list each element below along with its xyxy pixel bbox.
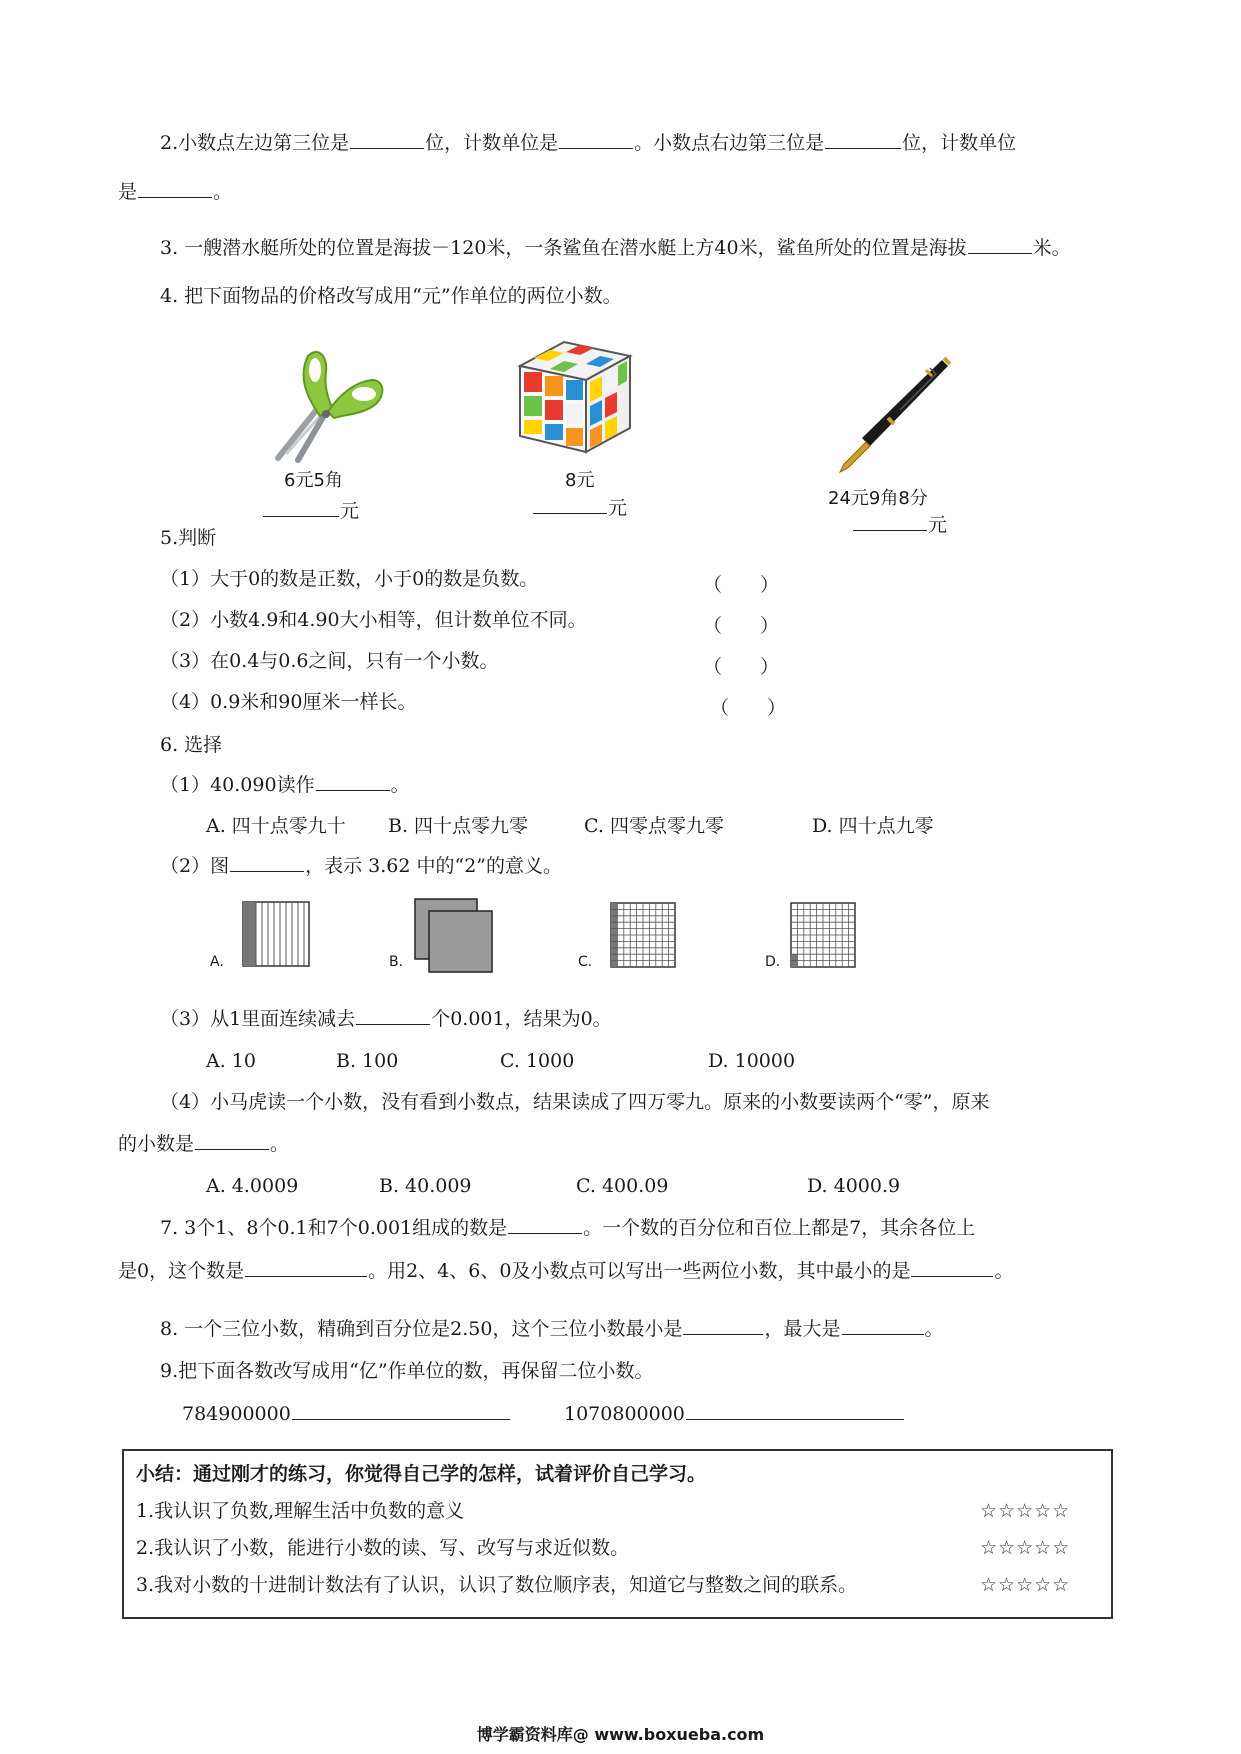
q8-text: 。 [924, 1318, 944, 1340]
summary-title: 小结：通过刚才的练习，你觉得自己学的怎样，试着评价自己学习。 [136, 1463, 707, 1485]
answer-paren[interactable]: （ ） [703, 656, 780, 678]
figure-label: B. [389, 954, 404, 970]
answer-blank[interactable] [138, 196, 212, 198]
q4-answer-2 [532, 499, 627, 518]
figure-label: A. [210, 954, 224, 970]
answer-blank[interactable] [195, 1148, 269, 1150]
number-text: 1070800000 [564, 1403, 685, 1425]
rating-stars[interactable]: ☆☆☆☆☆ [980, 1574, 1071, 1596]
q7-text: 。用2、4、6、0及小数点可以写出一些两位小数，其中最小的是 [368, 1260, 911, 1282]
q7-text: 是0，这个数是 [118, 1260, 245, 1282]
answer-blank[interactable] [350, 147, 424, 149]
q7-text: 7. 3个1、8个0.1和7个0.001组成的数是 [160, 1217, 508, 1239]
answer-blank[interactable] [559, 147, 633, 149]
q2-text: 。 [213, 181, 233, 203]
q5-title: 5.判断 [160, 527, 217, 549]
option[interactable]: D. 4000.9 [807, 1175, 901, 1197]
unit-label: 元 [608, 497, 628, 519]
q8-text: ，最大是 [764, 1318, 841, 1340]
answer-blank[interactable] [842, 1333, 924, 1335]
judge-item: （4）0.9米和90厘米一样长。 [160, 691, 417, 713]
q8-text: 8. 一个三位小数，精确到百分位是2.50，这个三位小数最小是 [160, 1318, 683, 1340]
answer-blank[interactable] [911, 1275, 993, 1277]
q9-item-1 [182, 1405, 511, 1424]
q4-answer-3 [852, 516, 947, 535]
q6-title: 6. 选择 [160, 734, 223, 756]
stem-text: 。 [390, 774, 410, 796]
stem-text: 个0.001，结果为0。 [431, 1008, 612, 1030]
option[interactable]: A. 4.0009 [206, 1175, 299, 1197]
answer-blank[interactable] [230, 870, 304, 872]
rating-stars[interactable]: ☆☆☆☆☆ [980, 1537, 1071, 1559]
q4-answer-1 [262, 502, 359, 521]
figure-d-hundredths-grid[interactable] [790, 902, 856, 968]
answer-paren[interactable]: （ ） [710, 697, 787, 719]
judge-item: （1）大于0的数是正数，小于0的数是负数。 [160, 568, 539, 590]
answer-blank[interactable] [683, 1333, 763, 1335]
q2-text: 2.小数点左边第三位是 [160, 132, 350, 154]
q2-text: 位，计数单位是 [425, 132, 559, 154]
q4-title: 4. 把下面物品的价格改写成用“元”作单位的两位小数。 [160, 285, 622, 307]
stem-text: 。 [270, 1133, 290, 1155]
answer-blank[interactable] [263, 515, 339, 517]
figure-label: C. [578, 954, 593, 970]
answer-blank[interactable] [825, 147, 901, 149]
q7-line1 [160, 1219, 975, 1238]
q7-text: 。一个数的百分位和百位上都是7，其余各位上 [583, 1217, 976, 1239]
answer-paren[interactable]: （ ） [703, 574, 780, 596]
number-text: 784900000 [182, 1403, 291, 1425]
answer-blank[interactable] [968, 252, 1032, 254]
figure-a-tenths-grid[interactable] [242, 901, 310, 967]
answer-blank[interactable] [356, 1023, 430, 1025]
judge-item: （3）在0.4与0.6之间，只有一个小数。 [160, 650, 499, 672]
option[interactable]: B. 40.009 [379, 1175, 472, 1197]
answer-blank[interactable] [245, 1275, 367, 1277]
unit-label: 元 [928, 514, 948, 536]
summary-item: 1.我认识了负数,理解生活中负数的意义 [136, 1500, 465, 1522]
q9-title: 9.把下面各数改写成用“亿”作单位的数，再保留二位小数。 [160, 1360, 654, 1382]
unit-label: 元 [340, 500, 360, 522]
option[interactable]: C. 1000 [500, 1050, 575, 1072]
figure-label: D. [765, 954, 781, 970]
q6-4-stem: （4）小马虎读一个小数，没有看到小数点，结果读成了四万零九。原来的小数要读两个“零”，原来 [160, 1091, 990, 1113]
answer-blank[interactable] [292, 1418, 510, 1420]
option[interactable]: B. 100 [336, 1050, 399, 1072]
option[interactable]: A. 10 [206, 1050, 256, 1072]
answer-paren[interactable]: （ ） [703, 615, 780, 637]
q2-text: 。小数点右边第三位是 [634, 132, 825, 154]
figure-c-hundredths-grid[interactable] [610, 902, 676, 968]
q3-text: 3. 一艘潜水艇所处的位置是海拔－120米，一条鲨鱼在潜水艇上方40米，鲨鱼所处的位置是海拔 [160, 237, 967, 259]
summary-item: 2.我认识了小数，能进行小数的读、写、改写与求近似数。 [136, 1537, 630, 1559]
option[interactable]: D. 四十点九零 [812, 815, 934, 837]
option[interactable]: C. 四零点零九零 [584, 815, 724, 837]
figure-b-two-squares[interactable] [414, 898, 494, 974]
summary-item: 3.我对小数的十进制计数法有了认识，认识了数位顺序表，知道它与整数之间的联系。 [136, 1574, 858, 1596]
q2-text: 位，计数单位 [902, 132, 1017, 154]
option[interactable]: C. 400.09 [576, 1175, 669, 1197]
fountain-pen-icon [830, 354, 954, 478]
answer-blank[interactable] [533, 512, 607, 514]
q6-4-stem-2 [118, 1135, 289, 1154]
option[interactable]: A. 四十点零九十 [206, 815, 346, 837]
q8-line [160, 1320, 944, 1339]
answer-blank[interactable] [853, 529, 927, 531]
option[interactable]: D. 10000 [708, 1050, 796, 1072]
stem-text: （2）图 [160, 855, 230, 877]
judge-item: （2）小数4.9和4.90大小相等，但计数单位不同。 [160, 609, 587, 631]
q7-line2 [118, 1262, 1013, 1281]
q2-line2 [118, 183, 232, 202]
q3-line [160, 239, 1071, 258]
q6-1-stem [160, 776, 410, 795]
option[interactable]: B. 四十点零九零 [388, 815, 529, 837]
price-label: 24元9角8分 [828, 488, 928, 509]
answer-blank[interactable] [508, 1232, 582, 1234]
q7-text: 。 [994, 1260, 1014, 1282]
scissors-icon [268, 346, 386, 464]
stem-text: ，表示 3.62 中的“2”的意义。 [305, 855, 562, 877]
q3-unit: 米。 [1032, 237, 1071, 259]
stem-text: （3）从1里面连续减去 [160, 1008, 356, 1030]
price-label: 6元5角 [284, 470, 343, 491]
q6-2-stem [160, 857, 562, 876]
q6-3-stem [160, 1010, 612, 1029]
footer-watermark: 博学霸资料库@ www.boxueba.com [476, 1725, 765, 1744]
stem-text: （1）40.090读作 [160, 774, 315, 796]
stem-text: 的小数是 [118, 1133, 195, 1155]
rubiks-cube-icon [514, 336, 636, 458]
price-label: 8元 [565, 470, 595, 491]
answer-blank[interactable] [316, 789, 390, 791]
q9-item-2 [564, 1405, 905, 1424]
q2-text: 是 [118, 181, 138, 203]
q2-line1 [160, 134, 1016, 153]
answer-blank[interactable] [686, 1418, 904, 1420]
rating-stars[interactable]: ☆☆☆☆☆ [980, 1500, 1071, 1522]
